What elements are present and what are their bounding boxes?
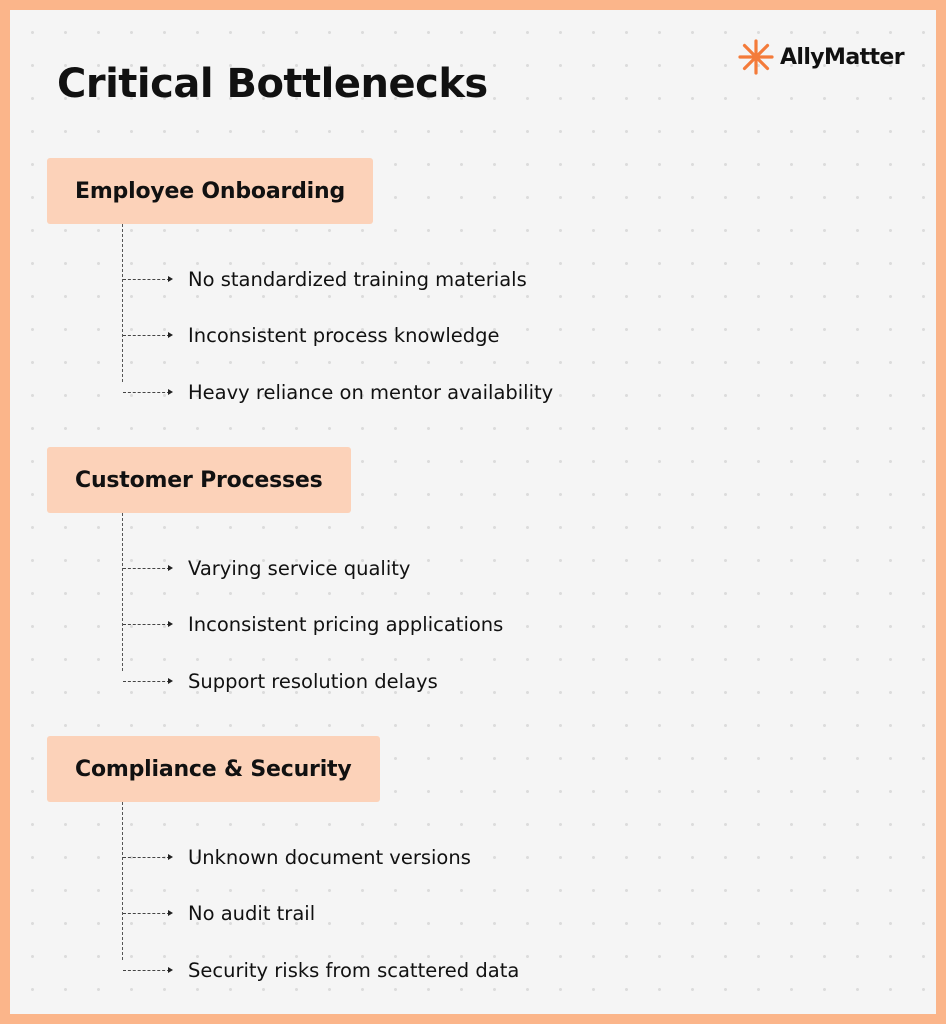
arrow-right-icon — [168, 565, 173, 571]
brand-logo — [736, 37, 904, 77]
bottleneck-item — [123, 845, 471, 869]
arrow-right-icon — [168, 621, 173, 627]
dashed-connector — [123, 913, 170, 914]
section-heading-label: Compliance & Security — [75, 756, 352, 782]
burst-logo-icon — [736, 37, 776, 77]
arrow-right-icon — [168, 389, 173, 395]
tree-connector-line — [122, 224, 123, 382]
section-heading-label: Customer Processes — [75, 467, 323, 493]
bottleneck-item — [123, 669, 438, 693]
dashed-connector — [123, 681, 170, 682]
dashed-connector — [123, 568, 170, 569]
bottleneck-item-label: Inconsistent process knowledge — [188, 323, 500, 347]
bottleneck-item-label: Heavy reliance on mentor availability — [188, 380, 554, 404]
bottleneck-item-label: Varying service quality — [188, 556, 411, 580]
section-heading — [47, 447, 351, 513]
tree-connector-line — [122, 513, 123, 671]
page-title: Critical Bottlenecks — [57, 61, 488, 107]
bottleneck-item — [123, 323, 500, 347]
bottleneck-item — [123, 267, 527, 291]
section-heading — [47, 158, 373, 224]
dashed-connector — [123, 857, 170, 858]
tree-connector-line — [122, 802, 123, 960]
bottleneck-item-label: No audit trail — [188, 901, 316, 925]
arrow-right-icon — [168, 276, 173, 282]
bottleneck-item — [123, 380, 553, 404]
arrow-right-icon — [168, 967, 173, 973]
section-compliance-security — [47, 736, 747, 986]
brand-name: AllyMatter — [780, 44, 904, 70]
section-employee-onboarding — [47, 158, 747, 408]
arrow-right-icon — [168, 854, 173, 860]
section-heading-label: Employee Onboarding — [75, 178, 346, 204]
bottleneck-item-label: Security risks from scattered data — [188, 958, 520, 982]
section-heading — [47, 736, 380, 802]
dashed-connector — [123, 970, 170, 971]
bottleneck-item-label: Unknown document versions — [188, 845, 471, 869]
bottleneck-item — [123, 556, 410, 580]
infographic-card — [10, 10, 936, 1014]
section-customer-processes — [47, 447, 747, 697]
bottleneck-item-label: No standardized training materials — [188, 267, 527, 291]
bottleneck-item — [123, 958, 519, 982]
arrow-right-icon — [168, 910, 173, 916]
dashed-connector — [123, 335, 170, 336]
dashed-connector — [123, 392, 170, 393]
dashed-connector — [123, 279, 170, 280]
bottleneck-item-label: Support resolution delays — [188, 669, 438, 693]
bottleneck-item-label: Inconsistent pricing applications — [188, 612, 504, 636]
dashed-connector — [123, 624, 170, 625]
arrow-right-icon — [168, 332, 173, 338]
arrow-right-icon — [168, 678, 173, 684]
bottleneck-item — [123, 901, 315, 925]
bottleneck-item — [123, 612, 503, 636]
